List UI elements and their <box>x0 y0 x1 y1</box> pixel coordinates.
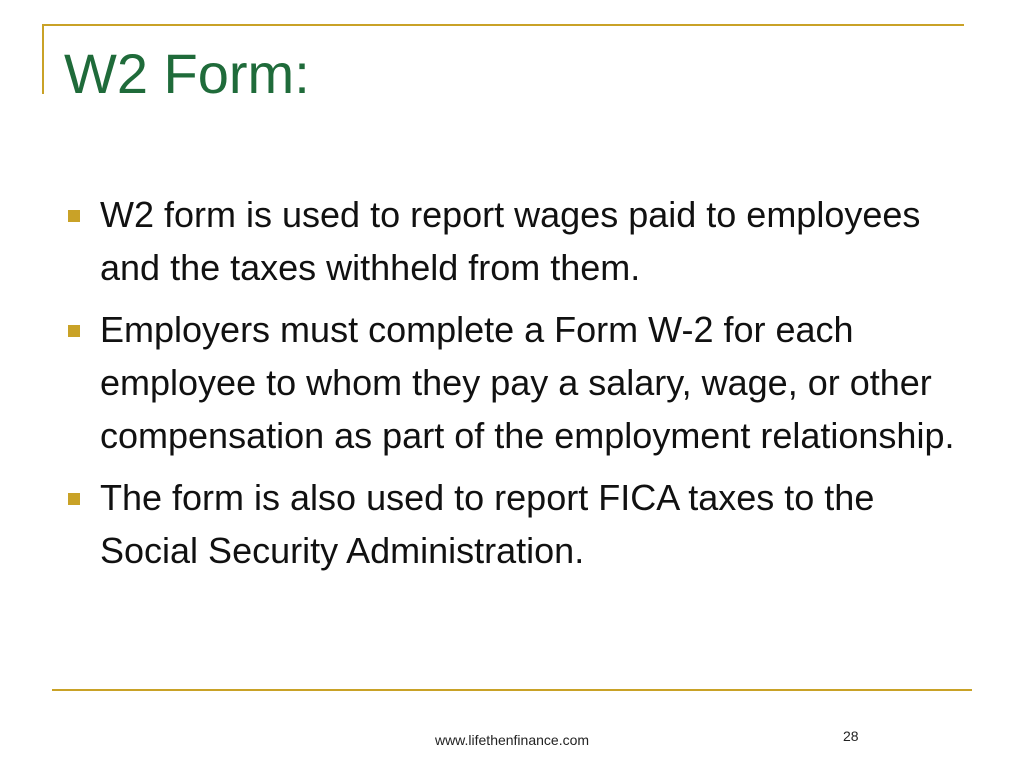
frame-left-line <box>42 24 44 94</box>
page-number: 28 <box>843 728 859 744</box>
bullet-item <box>64 471 964 577</box>
bullet-list <box>64 188 964 586</box>
footer-url: www.lifethenfinance.com <box>434 732 590 748</box>
slide-title: W2 Form: <box>64 42 310 105</box>
footer-divider <box>52 689 972 691</box>
square-bullet-icon <box>68 493 80 505</box>
bullet-item <box>64 188 964 294</box>
bullet-text: W2 form is used to report wages paid to employees and the taxes withheld from them. <box>100 194 921 288</box>
bullet-text: The form is also used to report FICA taxes to the Social Security Administration. <box>100 477 875 571</box>
bullet-text: Employers must complete a Form W-2 for each employee to whom they pay a salary, wage, or other compensation as part of the employment relationship. <box>100 309 955 456</box>
bullet-item <box>64 303 964 462</box>
square-bullet-icon <box>68 325 80 337</box>
frame-top-line <box>42 24 964 26</box>
square-bullet-icon <box>68 210 80 222</box>
